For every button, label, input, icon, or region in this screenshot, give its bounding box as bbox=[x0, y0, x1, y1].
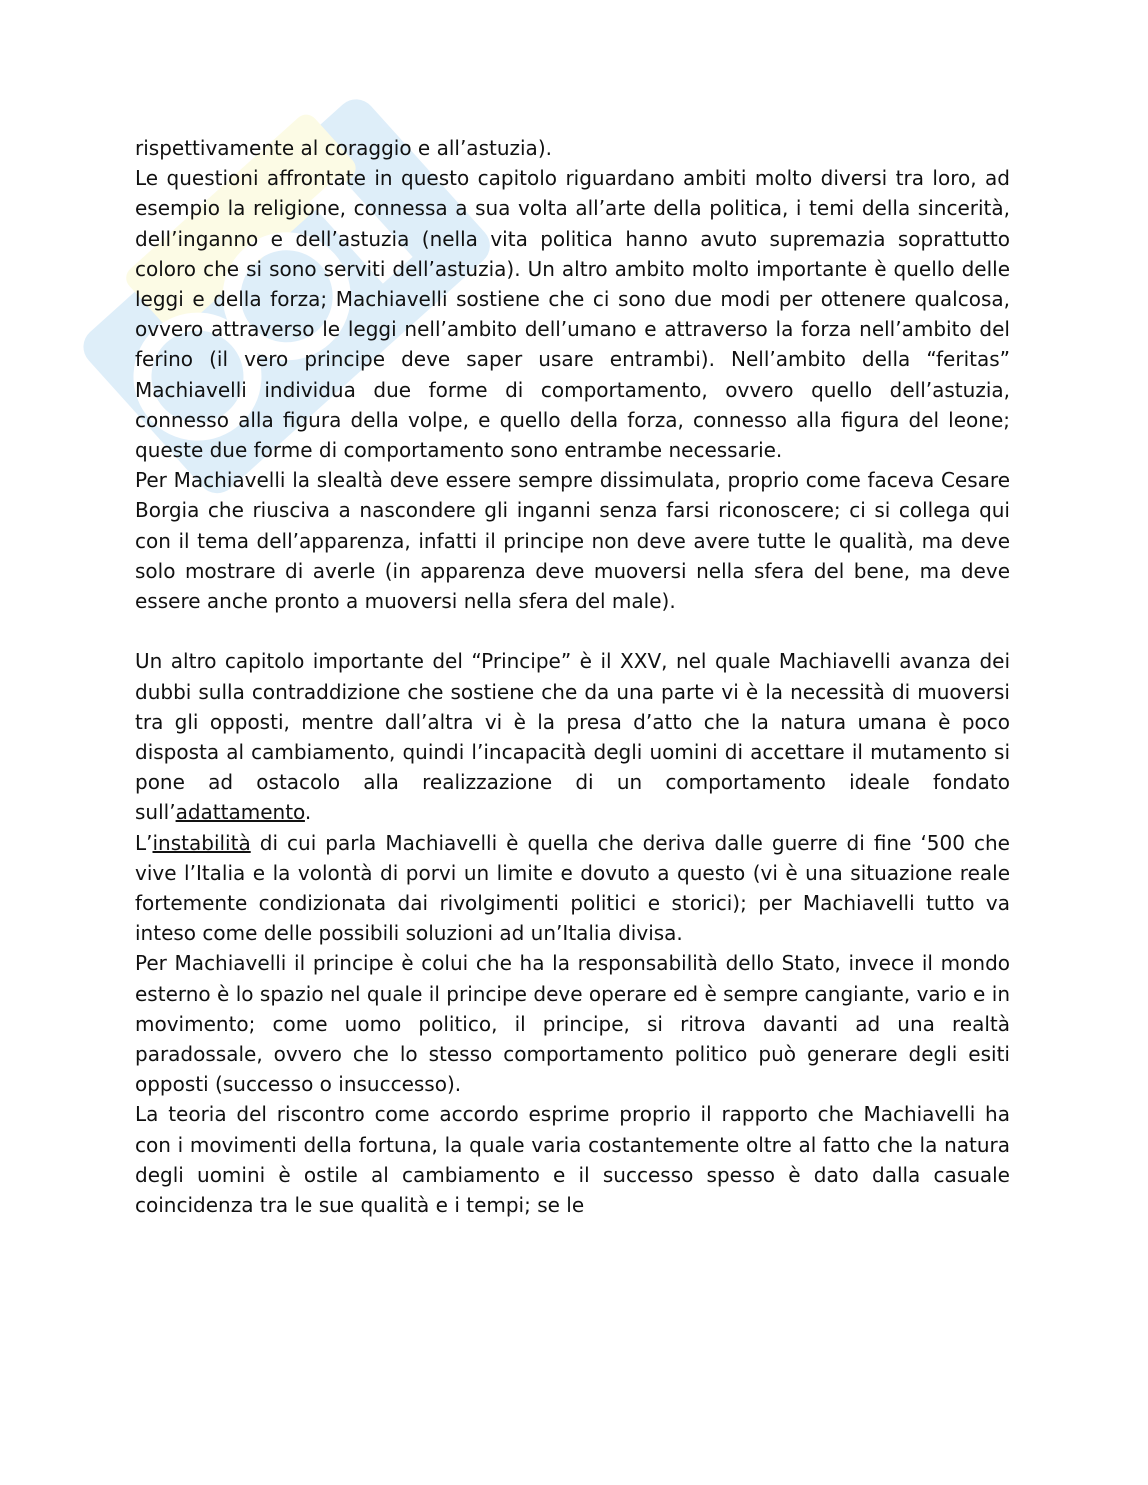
paragraph: Le questioni affrontate in questo capitolo riguardano ambiti molto diversi tra loro, ad esempio la religione, connessa a sua volta all’arte della politica, i temi della sincerità, dell’inganno e dell’astuzia (nella vita politica hanno avuto supremazia soprattutto coloro che si sono serviti dell’astuzia). Un altro ambito molto importante è quello delle leggi e della forza; Machiavelli sostiene che ci sono due modi per ottenere qualcosa, ovvero attraverso le leggi nell’ambito dell’umano e attraverso la forza nell’ambito del ferino (il vero principe deve saper usare entrambi). Nell’ambito della “feritas” Machiavelli individua due forme di comportamento, ovvero quello dell’astuzia, connesso alla figura della volpe, e quello della forza, connesso alla figura del leone; queste due forme di comportamento sono entrambe necessarie. bbox=[135, 166, 1010, 463]
paragraph-text: Un altro capitolo importante del “Principe” è il XXV, nel quale Machiavelli avanza dei dubbi sulla contraddizione che sostiene che da una parte vi è la necessità di muoversi tra gli opposti, mentre dall’altra vi è la presa d’atto che la natura umana è poco disposta al cambiamento, quindi l’incapacità degli uomini di accettare il mutamento si pone ad ostacolo alla realizzazione di un comportamento ideale fondato sull’ bbox=[135, 649, 1010, 825]
paragraph-text: di cui parla Machiavelli è quella che deriva dalle guerre di fine ‘500 che vive l’Italia e la volontà di porvi un limite e dovuto a questo (vi è una situazione reale fortemente condizionata dai rivolgimenti politici e storici); per Machiavelli tutto va inteso come delle possibili soluzioni ad un’Italia divisa. bbox=[135, 830, 1010, 946]
document-body bbox=[135, 133, 1010, 1220]
paragraph: Per Machiavelli il principe è colui che ha la responsabilità dello Stato, invece il mondo esterno è lo spazio nel quale il principe deve operare ed è sempre cangiante, vario e in movimento; come uomo politico, il principe, si ritrova davanti ad una realtà paradossale, ovvero che lo stesso comportamento politico può generare degli esiti opposti (successo o insuccesso). bbox=[135, 951, 1010, 1097]
paragraph: rispettivamente al coraggio e all’astuzia). bbox=[135, 136, 552, 160]
paragraph bbox=[135, 646, 1010, 827]
paragraph-spacer bbox=[135, 616, 1010, 646]
paragraph-text: L’ bbox=[135, 830, 153, 855]
paragraph-text: . bbox=[304, 800, 312, 825]
paragraph: Per Machiavelli la slealtà deve essere sempre dissimulata, proprio come faceva Cesare Borgia che riusciva a nascondere gli inganni senza farsi riconoscere; ci si collega qui con il tema dell’apparenza, infatti il principe non deve avere tutte le qualità, ma deve solo mostrare di averle (in apparenza deve muoversi nella sfera del bene, ma deve essere anche pronto a muoversi nella sfera del male). bbox=[135, 468, 1010, 614]
underlined-term: instabilità bbox=[152, 830, 251, 855]
underlined-term: adattamento bbox=[175, 800, 305, 825]
paragraph bbox=[135, 828, 1010, 949]
paragraph: La teoria del riscontro come accordo esprime proprio il rapporto che Machiavelli ha con i movimenti della fortuna, la quale varia costantemente oltre al fatto che la natura degli uomini è ostile al cambiamento e il successo spesso è dato dalla casuale coincidenza tra le sue qualità e i tempi; se le bbox=[135, 1102, 1010, 1218]
